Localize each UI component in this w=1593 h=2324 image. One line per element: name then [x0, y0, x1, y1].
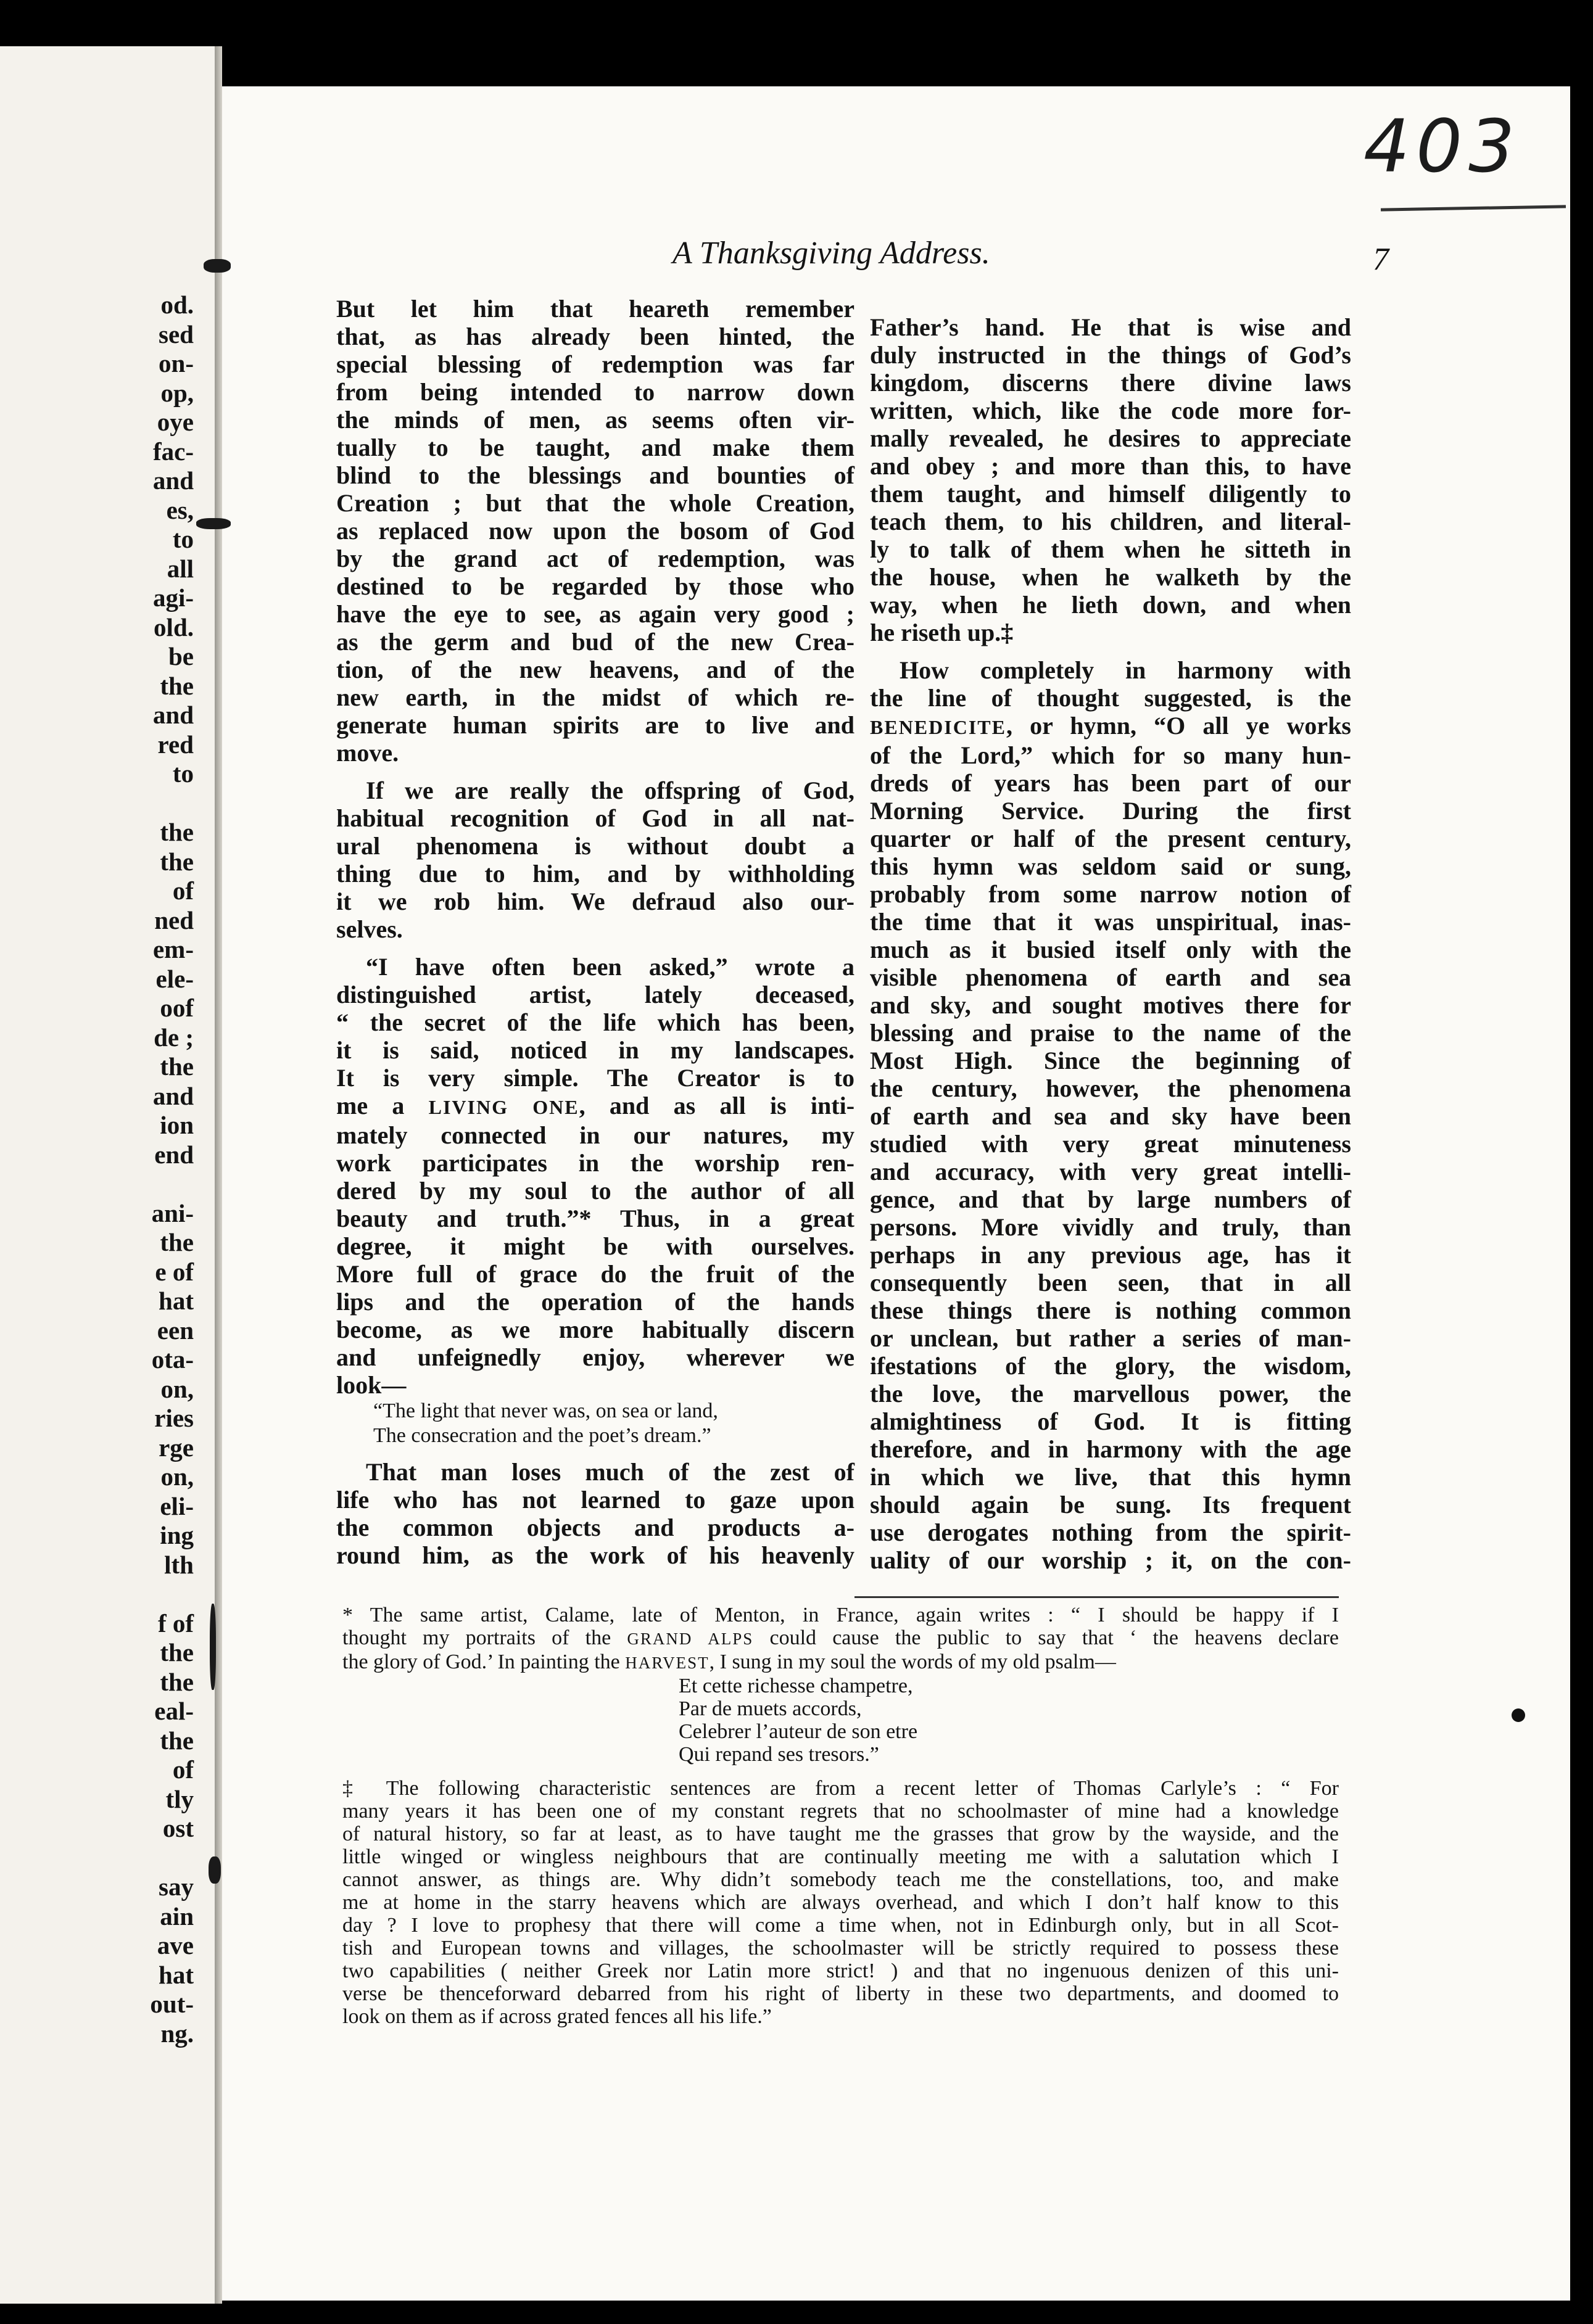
paragraph-gap — [336, 943, 854, 953]
text-line: distinguished artist, lately deceased, — [336, 981, 854, 1008]
running-head: A Thanksgiving Address. — [672, 236, 990, 271]
footnote-line: verse be thenceforward debarred from his right of liberty in these two departments, and doomed to — [342, 1982, 1339, 2005]
facing-page-line-fragment: agi- — [152, 583, 194, 612]
facing-page-line-fragment: say — [159, 1873, 194, 1901]
text-line: beauty and truth.”* Thus, in a great — [336, 1205, 854, 1232]
text-line: and obey ; and more than this, to have — [870, 452, 1351, 480]
text-line: or unclean, but rather a series of man- — [870, 1324, 1351, 1352]
text-line: have the eye to see, as again very good ; — [336, 600, 854, 628]
footnote-line: look on them as if across grated fences all his life.” — [342, 2005, 772, 2028]
facing-page-line-fragment: ion — [160, 1111, 194, 1139]
text-line: tually to be taught, and make them — [336, 434, 854, 461]
facing-page-line-fragment: red — [157, 730, 194, 759]
text-line: ly to talk of them when he sitteth in — [870, 535, 1351, 563]
facing-page-line-fragment: the — [160, 1052, 194, 1081]
text-line: Creation ; but that the whole Creation, — [336, 489, 854, 517]
text-line: But let him that heareth remember — [336, 295, 854, 323]
text-line: much as it busied itself only with the — [870, 936, 1351, 963]
footnote-line: the glory of God.’ In painting the HARVEST, I sung in my soul the words of my old psalm— — [342, 1650, 1116, 1673]
facing-page-line-fragment: the — [160, 1726, 194, 1755]
text-line: lips and the operation of the hands — [336, 1288, 854, 1316]
text-line: gence, and that by large numbers of — [870, 1185, 1351, 1213]
text-line: move. — [336, 739, 399, 767]
paragraph-gap — [870, 646, 1351, 656]
text-line: degree, it might be with ourselves. — [336, 1232, 854, 1260]
text-line: quarter or half of the present century, — [870, 825, 1351, 852]
text-line: “ the secret of the life which has been, — [336, 1008, 854, 1036]
facing-page-line-fragment: ota- — [151, 1345, 194, 1374]
text-line: Most High. Since the beginning of — [870, 1047, 1351, 1074]
text-line: blessing and praise to the name of the — [870, 1019, 1351, 1047]
facing-page-line-fragment: ele- — [155, 964, 194, 993]
text-line: the common objects and products a- — [336, 1514, 854, 1541]
facing-page-line-fragment: lth — [164, 1550, 194, 1579]
footnote-gap — [342, 1766, 1339, 1777]
facing-page-line-fragment: od. — [160, 290, 194, 319]
paragraph-gap — [336, 1448, 854, 1458]
text-line: this hymn was seldom said or sung, — [870, 852, 1351, 880]
text-line: as replaced now upon the bosom of God — [336, 517, 854, 545]
text-line: the century, however, the phenomena — [870, 1074, 1351, 1102]
text-line: dreds of years has been part of our — [870, 769, 1351, 797]
footnote-verse-line: Et cette richesse champetre, — [679, 1675, 913, 1697]
text-line: mally revealed, he desires to appreciate — [870, 424, 1351, 452]
text-line: teach them, to his children, and literal- — [870, 508, 1351, 535]
text-line: consequently been seen, that in all — [870, 1269, 1351, 1296]
facing-page-line-fragment: sed — [159, 319, 194, 348]
text-line: studied with very great minuteness — [870, 1130, 1351, 1158]
footnote-line: * The same artist, Calame, late of Menton, in France, again writes : “ I should be happy if I — [342, 1604, 1339, 1626]
text-line: the house, when he walketh by the — [870, 563, 1351, 591]
text-line: become, as we more habitually discern — [336, 1316, 854, 1343]
text-line: persons. More vividly and truly, than — [870, 1213, 1351, 1241]
text-column-right — [870, 313, 1351, 1574]
facing-page-line-fragment: ave — [157, 1931, 194, 1959]
text-line: special blessing of redemption was far — [336, 350, 854, 378]
text-line: the line of thought suggested, is the — [870, 684, 1351, 712]
text-line: More full of grace do the fruit of the — [336, 1260, 854, 1288]
facing-page-line-fragment: op, — [160, 378, 194, 407]
text-column-left — [336, 295, 854, 1569]
footnote-line: ‡ The following characteristic sentences are from a recent letter of Thomas Carlyle’s : “ For — [342, 1777, 1339, 1800]
text-line: of the Lord,” which for so many hun- — [870, 741, 1351, 769]
text-line: and unfeignedly enjoy, wherever we — [336, 1343, 854, 1371]
text-line: these things there is nothing common — [870, 1296, 1351, 1324]
facing-page-line-fragment: end — [154, 1140, 194, 1169]
facing-page-line-fragment: em- — [152, 935, 194, 963]
text-line: It is very simple. The Creator is to — [336, 1064, 854, 1092]
facing-page-line-fragment: ain — [160, 1902, 194, 1930]
text-line: Morning Service. During the first — [870, 797, 1351, 825]
text-line: way, when he lieth down, and when — [870, 591, 1351, 619]
facing-page-line-fragment: een — [157, 1316, 194, 1345]
footnote-verse-line: Qui repand ses tresors.” — [679, 1743, 879, 1766]
text-line: new earth, in the midst of which re- — [336, 683, 854, 711]
facing-page-line-fragment: eli- — [160, 1491, 194, 1520]
footnote-line: little winged or wingless neighbours that are continually meeting me with a salutation which I — [342, 1845, 1339, 1868]
footnote-line: two capabilities ( neither Greek nor Latin more strict! ) and that no ingenuous denizen of this uni- — [342, 1959, 1339, 1982]
footnote-line: of natural history, so far at least, as to have taught me the grasses that grow by the wayside, and the — [342, 1823, 1339, 1845]
facing-page-line-fragment: out- — [150, 1990, 194, 2018]
paragraph-gap — [336, 767, 854, 777]
text-line: that, as has already been hinted, the — [336, 323, 854, 350]
facing-page-line-fragment: the — [160, 818, 194, 846]
text-line: tion, of the new heavens, and of the — [336, 656, 854, 683]
text-line: the minds of men, as seems often vir- — [336, 406, 854, 434]
footnotes — [342, 1604, 1339, 2028]
text-line: round him, as the work of his heavenly — [336, 1541, 854, 1569]
text-line: If we are really the offspring of God, — [366, 777, 854, 804]
facing-page-line-fragment: and — [152, 701, 194, 729]
quoted-verse-line: The consecration and the poet’s dream.” — [373, 1424, 711, 1447]
text-line: therefore, and in harmony with the age — [870, 1435, 1351, 1463]
text-line: it we rob him. We defraud also our- — [336, 888, 854, 915]
text-line: kingdom, discerns there divine laws — [870, 369, 1351, 397]
facing-page-line-fragment: on- — [159, 349, 194, 377]
facing-page-line-fragment: eal- — [154, 1697, 194, 1725]
facing-page-line-fragment: to — [172, 759, 194, 788]
facing-page-line-fragment: rge — [159, 1433, 194, 1462]
text-line: That man loses much of the zest of — [366, 1458, 854, 1486]
facing-page-line-fragment: ani- — [151, 1198, 194, 1227]
text-line: “I have often been asked,” wrote a — [366, 953, 854, 981]
facing-page-line-fragment: e of — [155, 1257, 194, 1286]
footnote-separator-rule — [854, 1596, 1339, 1598]
text-line: uality of our worship ; it, on the con- — [870, 1546, 1351, 1574]
binding-mark — [210, 1604, 216, 1690]
ink-spot — [1512, 1708, 1525, 1722]
text-line: them taught, and himself diligently to — [870, 480, 1351, 508]
text-line: as the germ and bud of the new Crea- — [336, 628, 854, 656]
text-line: work participates in the worship ren- — [336, 1149, 854, 1177]
text-line: perhaps in any previous age, has it — [870, 1241, 1351, 1269]
facing-page-line-fragment: and — [152, 466, 194, 495]
text-line: almightiness of God. It is fitting — [870, 1407, 1351, 1435]
facing-page-line-fragment: the — [160, 847, 194, 876]
text-line: Father’s hand. He that is wise and — [870, 313, 1351, 341]
facing-page-line-fragment: ing — [160, 1521, 194, 1549]
footnote-line: day ? I love to prophesy that there will come a time when, not in Edinburgh only, but in all Scot- — [342, 1914, 1339, 1937]
text-line: BENEDICITE, or hymn, “O all ye works — [870, 712, 1351, 740]
facing-page-line-fragment: ned — [154, 905, 194, 934]
facing-page-line-fragment: old. — [154, 612, 194, 641]
text-line: in which we live, that this hymn — [870, 1463, 1351, 1491]
text-line: the time that it was unspiritual, inas- — [870, 908, 1351, 936]
facing-page-line-fragment: ost — [162, 1814, 194, 1842]
text-line: ifestations of the glory, the wisdom, — [870, 1352, 1351, 1380]
facing-page-line-fragment: the — [160, 1638, 194, 1667]
text-line: selves. — [336, 915, 403, 943]
facing-page-line-fragment: hat — [159, 1287, 194, 1315]
text-line: mately connected in our natures, my — [336, 1121, 854, 1149]
text-line: he riseth up.‡ — [870, 619, 1014, 646]
footnote-line: many years it has been one of my constant regrets that no schoolmaster of mine had a knowledge — [342, 1800, 1339, 1823]
footnote-line: thought my portraits of the GRAND ALPS could cause the public to say that ‘ the heavens declare — [342, 1626, 1339, 1649]
text-line: written, which, like the code more for- — [870, 397, 1351, 424]
text-line: and sky, and sought motives there for — [870, 991, 1351, 1019]
facing-page-line-fragment: oof — [160, 994, 194, 1022]
text-line: duly instructed in the things of God’s — [870, 341, 1351, 369]
text-line: of earth and sea and sky have been — [870, 1102, 1351, 1130]
facing-page-line-fragment: es, — [166, 495, 194, 524]
text-line: visible phenomena of earth and sea — [870, 963, 1351, 991]
facing-page-line-fragment: hat — [159, 1960, 194, 1989]
text-line: should again be sung. Its frequent — [870, 1491, 1351, 1518]
facing-page-fragment — [0, 46, 215, 2304]
printed-folio: 7 — [1373, 242, 1389, 277]
facing-page-line-fragment: ries — [154, 1404, 194, 1432]
text-line: look— — [336, 1371, 407, 1399]
text-line: it is said, noticed in my landscapes. — [336, 1036, 854, 1064]
footnote-verse-line: Celebrer l’auteur de son etre — [679, 1720, 918, 1743]
facing-page-line-fragment: the — [160, 1228, 194, 1256]
facing-page-line-fragment: on, — [160, 1374, 194, 1403]
text-line: ural phenomena is without doubt a — [336, 832, 854, 860]
facing-page-line-fragment: to — [172, 525, 194, 553]
text-line: the love, the marvellous power, the — [870, 1380, 1351, 1407]
text-line: destined to be regarded by those who — [336, 572, 854, 600]
text-line: use derogates nothing from the spirit- — [870, 1518, 1351, 1546]
text-line: life who has not learned to gaze upon — [336, 1486, 854, 1514]
facing-page-line-fragment: the — [160, 671, 194, 700]
facing-page-line-fragment: of — [172, 876, 194, 905]
facing-page-line-fragment: the — [160, 1667, 194, 1696]
facing-page-line-fragment: be — [168, 642, 194, 670]
facing-page-line-fragment: oye — [157, 408, 194, 436]
facing-page-line-fragment: ng. — [160, 2019, 194, 2048]
facing-page-line-fragment: on, — [160, 1462, 194, 1491]
text-line: and accuracy, with very great intelli- — [870, 1158, 1351, 1185]
quoted-verse-line: “The light that never was, on sea or land, — [373, 1399, 718, 1422]
text-line: generate human spirits are to live and — [336, 711, 854, 739]
facing-page-line-fragment: fac- — [152, 437, 194, 466]
text-line: blind to the blessings and bounties of — [336, 461, 854, 489]
text-line: me a LIVING ONE, and as all is inti- — [336, 1092, 855, 1119]
text-line: dered by my soul to the author of all — [336, 1177, 854, 1205]
binding-mark — [209, 1856, 221, 1884]
text-line: probably from some narrow notion of — [870, 880, 1351, 908]
text-line: by the grand act of redemption, was — [336, 545, 854, 572]
facing-page-line-fragment: of — [172, 1755, 194, 1784]
binding-mark — [196, 518, 231, 529]
facing-page-line-fragment: all — [167, 554, 194, 583]
binding-mark — [204, 259, 231, 273]
page-gutter — [215, 46, 222, 2304]
text-line: thing due to him, and by withholding — [336, 860, 854, 888]
facing-page-line-fragment: tly — [165, 1784, 194, 1813]
text-line: habitual recognition of God in all nat- — [336, 804, 854, 832]
footnote-line: cannot answer, as things are. Why didn’t somebody teach me the constellations, too, and make — [342, 1868, 1339, 1891]
footnote-verse-line: Par de muets accords, — [679, 1697, 862, 1720]
handwritten-page-number: 403 — [1363, 104, 1521, 189]
facing-page-line-fragment: f of — [157, 1609, 194, 1638]
footnote-line: tish and European towns and villages, the schoolmaster will be strictly required to possess these — [342, 1937, 1339, 1959]
text-line: from being intended to narrow down — [336, 378, 854, 406]
facing-page-line-fragment: and — [152, 1081, 194, 1110]
text-line: How completely in harmony with — [900, 656, 1351, 684]
footnote-line: me at home in the starry heavens which are always overhead, and which I don’t half know to this — [342, 1891, 1339, 1914]
facing-page-line-fragment: de ; — [154, 1023, 194, 1052]
